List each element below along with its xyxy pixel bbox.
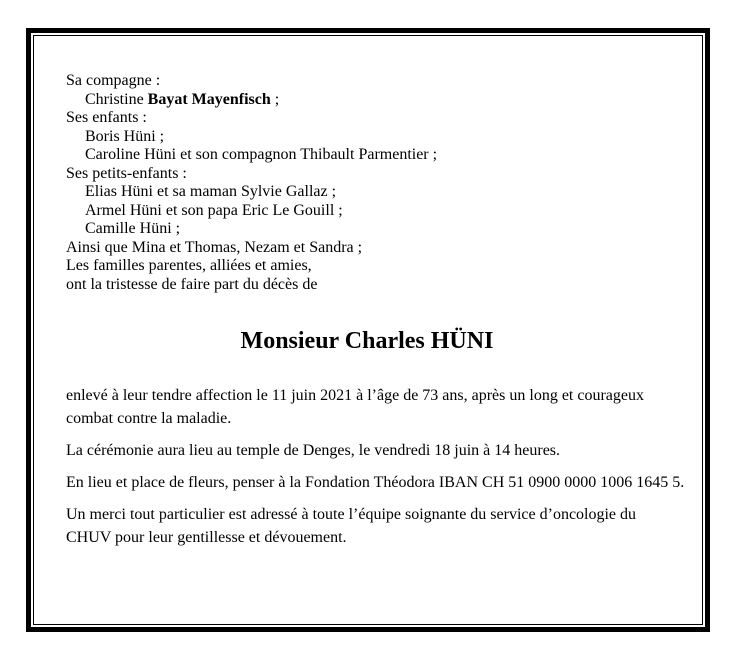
family-line-relation	[66, 165, 668, 184]
paragraph-line: CHUV pour leur gentillesse et dévouement.	[66, 529, 347, 546]
family-line-text: Les familles parentes, alliées et amies,	[66, 257, 312, 274]
paragraph-donations	[66, 471, 685, 494]
family-line-bold-name: Bayat Mayenfisch	[147, 90, 271, 108]
family-line-text: Camille Hüni ;	[85, 220, 181, 237]
paragraph-death-details	[66, 384, 668, 430]
family-line-others	[66, 239, 668, 258]
death-notice-inner-frame	[33, 35, 703, 625]
family-line-relation	[66, 109, 668, 128]
family-line-text: Ainsi que Mina et Thomas, Nezam et Sandra ;	[66, 238, 363, 256]
family-line-person	[66, 91, 668, 110]
family-line-text: ont la tristesse de faire part du décès de	[66, 275, 318, 293]
family-line-person	[66, 128, 668, 147]
family-line-text: Ses petits-enfants :	[66, 164, 187, 182]
family-line-closing	[66, 276, 668, 295]
family-line-person	[66, 220, 668, 239]
deceased-name-title: Monsieur Charles HÜNI	[240, 328, 494, 354]
family-line-text: Ses enfants :	[66, 109, 147, 126]
family-line-families	[66, 257, 668, 276]
family-line-relation	[66, 72, 668, 91]
paragraph-line: La cérémonie aura lieu au temple de Denges, le vendredi 18 juin à 14 heures.	[66, 442, 561, 459]
family-list	[66, 72, 668, 294]
paragraph-line: Un merci tout particulier est adressé à toute l’équipe soignante du service d’oncologie du	[66, 506, 637, 523]
family-line-text: Christine	[85, 90, 148, 108]
paragraph-line: En lieu et place de fleurs, penser à la Fondation Théodora IBAN CH 51 0900 0000 1006 1645 5.	[66, 474, 685, 491]
family-line-person	[66, 146, 668, 165]
family-line-text: Sa compagne :	[66, 72, 161, 89]
paragraph-thanks	[66, 503, 668, 549]
family-line-person	[66, 202, 668, 221]
family-line-text: Boris Hüni ;	[85, 127, 165, 145]
paragraph-line: enlevé à leur tendre affection le 11 juin 2021 à l’âge de 73 ans, après un long et courageux	[66, 387, 644, 404]
paragraph-line: combat contre la maladie.	[66, 410, 232, 427]
family-line-text: Caroline Hüni et son compagnon Thibault Parmentier ;	[85, 146, 438, 163]
paragraph-ceremony	[66, 439, 668, 462]
family-line-text: ;	[270, 90, 280, 108]
family-line-text: Armel Hüni et son papa Eric Le Gouill ;	[85, 201, 343, 219]
family-line-person	[66, 183, 668, 202]
family-line-text: Elias Hüni et sa maman Sylvie Gallaz ;	[85, 183, 337, 200]
death-notice-frame	[26, 28, 710, 632]
